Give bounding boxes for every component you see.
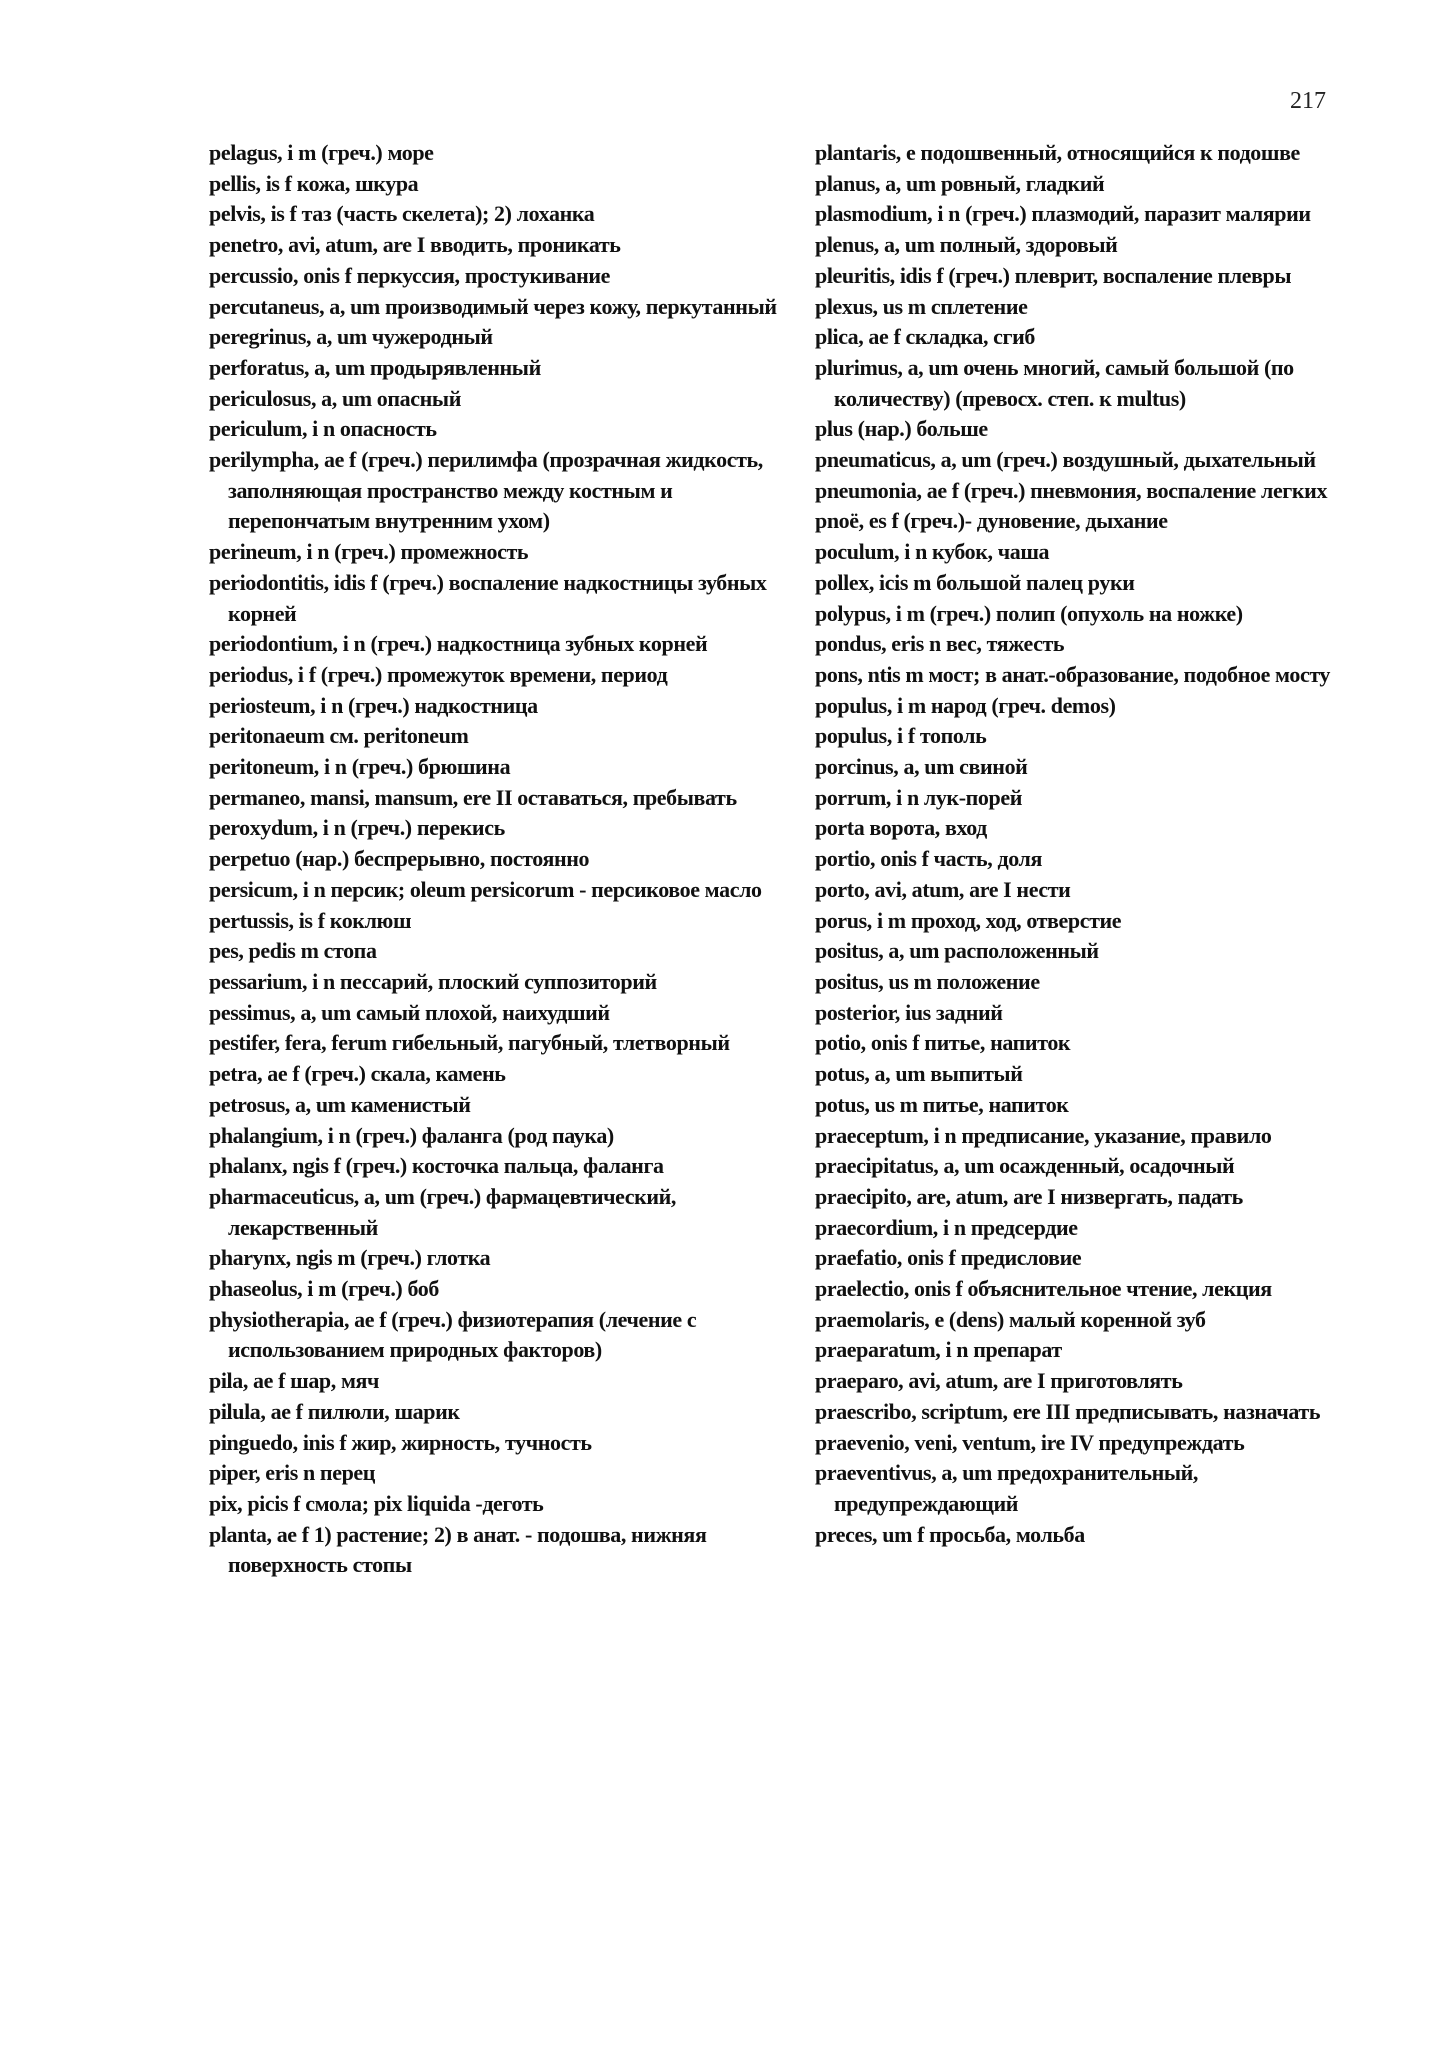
dictionary-entry: pollex, icis m большой палец руки xyxy=(815,569,1135,595)
dictionary-entry: pelvis, is f таз (часть скелета); 2) лоханка xyxy=(209,201,595,227)
dictionary-entry: porta ворота, вход xyxy=(815,815,987,841)
dictionary-entry: pleuritis, idis f (греч.) плеврит, воспаление плевры xyxy=(815,262,1292,288)
dictionary-entry: periodontitis, idis f (греч.) воспаление надкостницы зубных корней xyxy=(209,569,767,626)
dictionary-entry: praeparo, avi, atum, are I приготовлять xyxy=(815,1368,1183,1394)
dictionary-entry: praecordium, i n предсердие xyxy=(815,1214,1078,1240)
dictionary-entry: pessarium, i n пессарий, плоский суппозиторий xyxy=(209,968,657,994)
dictionary-entry: peritonaeum см. peritoneum xyxy=(209,723,469,749)
dictionary-entry: praefatio, onis f предисловие xyxy=(815,1245,1082,1271)
dictionary-entry: periosteum, i n (греч.) надкостница xyxy=(209,692,538,718)
dictionary-entry: plantaris, e подошвенный, относящийся к подошве xyxy=(815,140,1300,165)
page-number: 217 xyxy=(1290,88,1326,114)
dictionary-entry: pila, ae f шар, мяч xyxy=(209,1368,380,1394)
dictionary-entry: physiotherapia, ae f (греч.) физиотерапия (лечение с использованием природных факторов) xyxy=(209,1306,697,1363)
dictionary-entry: persicum, i n персик; oleum persicorum - персиковое масло xyxy=(209,876,762,902)
dictionary-entry: portio, onis f часть, доля xyxy=(815,846,1042,872)
dictionary-entry: pessimus, a, um самый плохой, наихудший xyxy=(209,999,610,1025)
dictionary-entry: peregrinus, a, um чужеродный xyxy=(209,324,493,350)
dictionary-entry: potus, a, um выпитый xyxy=(815,1061,1023,1087)
dictionary-entry: pelagus, i m (греч.) море xyxy=(209,140,434,165)
dictionary-entry: peritoneum, i n (греч.) брюшина xyxy=(209,754,511,780)
dictionary-entry: pilula, ae f пилюли, шарик xyxy=(209,1398,460,1424)
dictionary-entry: perforatus, a, um продырявленный xyxy=(209,354,541,380)
right-column xyxy=(815,138,1375,1550)
dictionary-entry: perilympha, ae f (греч.) перилимфа (прозрачная жидкость, заполняющая пространство между костным и перепончатым внутренним ухом) xyxy=(209,447,763,534)
dictionary-entry: plica, ae f складка, сгиб xyxy=(815,324,1036,350)
dictionary-entry: praevenio, veni, ventum, ire IV предупреждать xyxy=(815,1429,1245,1455)
dictionary-entry: permaneo, mansi, mansum, ere II оставаться, пребывать xyxy=(209,784,737,810)
dictionary-entry: preces, um f просьба, мольба xyxy=(815,1521,1085,1547)
dictionary-entry: periodontium, i n (греч.) надкостница зубных корней xyxy=(209,631,708,657)
dictionary-entry: pes, pedis m стопа xyxy=(209,938,377,964)
dictionary-entry: porrum, i n лук-порей xyxy=(815,784,1022,810)
dictionary-entry: plenus, a, um полный, здоровый xyxy=(815,232,1118,258)
dictionary-entry: percussio, onis f перкуссия, простукивание xyxy=(209,262,611,288)
dictionary-entry: pharynx, ngis m (греч.) глотка xyxy=(209,1245,491,1271)
dictionary-entry: praelectio, onis f объяснительное чтение, лекция xyxy=(815,1276,1272,1302)
dictionary-entry: piper, eris n перец xyxy=(209,1460,376,1486)
dictionary-entry: pellis, is f кожа, шкура xyxy=(209,170,419,196)
dictionary-entry: periculosus, a, um опасный xyxy=(209,385,461,411)
dictionary-entry: plus (нар.) больше xyxy=(815,416,988,442)
dictionary-entry: praecipitatus, a, um осажденный, осадочный xyxy=(815,1153,1235,1179)
dictionary-entry: petrosus, a, um каменистый xyxy=(209,1091,471,1117)
dictionary-entry: pertussis, is f коклюш xyxy=(209,907,412,933)
dictionary-entry: pinguedo, inis f жир, жирность, тучность xyxy=(209,1429,592,1455)
dictionary-entry: periculum, i n опасность xyxy=(209,416,437,442)
dictionary-entry: pharmaceuticus, a, um (греч.) фармацевтический, лекарственный xyxy=(209,1183,677,1240)
dictionary-entry: praeceptum, i n предписание, указание, правило xyxy=(815,1122,1272,1148)
dictionary-entry: positus, a, um расположенный xyxy=(815,938,1099,964)
dictionary-entry: peroxydum, i n (греч.) перекись xyxy=(209,815,505,841)
dictionary-entry: planta, ae f 1) растение; 2) в анат. - подошва, нижняя поверхность стопы xyxy=(209,1521,707,1578)
dictionary-entry: porto, avi, atum, are I нести xyxy=(815,876,1071,902)
dictionary-entry: pix, picis f смола; pix liquida -деготь xyxy=(209,1490,544,1516)
dictionary-entry: praecipito, are, atum, are I низвергать, падать xyxy=(815,1183,1243,1209)
dictionary-entry: pons, ntis m мост; в анат.-образование, подобное мосту xyxy=(815,661,1331,687)
dictionary-entry: penetro, avi, atum, are I вводить, проникать xyxy=(209,232,621,258)
dictionary-entry: planus, a, um ровный, гладкий xyxy=(815,170,1105,196)
dictionary-entry: positus, us m положение xyxy=(815,968,1040,994)
dictionary-entry: potio, onis f питье, напиток xyxy=(815,1030,1071,1056)
dictionary-entry: percutaneus, a, um производимый через кожу, перкутанный xyxy=(209,293,777,319)
dictionary-entry: praeventivus, a, um предохранительный, предупреждающий xyxy=(815,1460,1198,1516)
dictionary-entry: polypus, i m (греч.) полип (опухоль на ножке) xyxy=(815,600,1243,626)
dictionary-entry: praeparatum, i n препарат xyxy=(815,1337,1062,1363)
dictionary-entry: praescribo, scriptum, ere III предписывать, назначать xyxy=(815,1398,1321,1424)
dictionary-entry: perineum, i n (греч.) промежность xyxy=(209,539,529,565)
dictionary-entry: pondus, eris n вес, тяжесть xyxy=(815,631,1065,657)
dictionary-entry: porus, i m проход, ход, отверстие xyxy=(815,907,1122,933)
dictionary-entry: pneumonia, ae f (греч.) пневмония, воспаление легких xyxy=(815,477,1328,503)
dictionary-entry: pneumaticus, a, um (греч.) воздушный, дыхательный xyxy=(815,447,1316,473)
dictionary-entry: pnoё, es f (греч.)- дуновение, дыхание xyxy=(815,508,1168,534)
dictionary-entry: plurimus, a, um очень многий, самый большой (по количеству) (превосх. степ. к multus) xyxy=(815,354,1294,411)
dictionary-entry: periodus, i f (греч.) промежуток времени, период xyxy=(209,661,668,687)
dictionary-entry: plexus, us m сплетение xyxy=(815,293,1028,319)
dictionary-entry: perpetuo (нар.) беспрерывно, постоянно xyxy=(209,846,590,872)
dictionary-entry: potus, us m питье, напиток xyxy=(815,1091,1069,1117)
dictionary-entry: praemolaris, e (dens) малый коренной зуб xyxy=(815,1306,1206,1332)
dictionary-entry: populus, i f тополь xyxy=(815,723,987,749)
dictionary-entry: posterior, ius задний xyxy=(815,999,1003,1025)
left-column xyxy=(209,138,784,1581)
dictionary-entry: poculum, i n кубок, чаша xyxy=(815,539,1050,565)
dictionary-entry: petra, ae f (греч.) скала, камень xyxy=(209,1061,506,1087)
dictionary-entry: plasmodium, i n (греч.) плазмодий, паразит малярии xyxy=(815,201,1311,227)
dictionary-entry: pestifer, fera, ferum гибельный, пагубный, тлетворный xyxy=(209,1030,730,1056)
dictionary-entry: phalangium, i n (греч.) фаланга (род паука) xyxy=(209,1122,614,1148)
dictionary-entry: populus, i m народ (греч. demos) xyxy=(815,692,1116,718)
dictionary-entry: phalanx, ngis f (греч.) косточка пальца, фаланга xyxy=(209,1153,664,1179)
dictionary-entry: porcinus, a, um свиной xyxy=(815,754,1028,780)
dictionary-entry: phaseolus, i m (греч.) боб xyxy=(209,1276,439,1302)
